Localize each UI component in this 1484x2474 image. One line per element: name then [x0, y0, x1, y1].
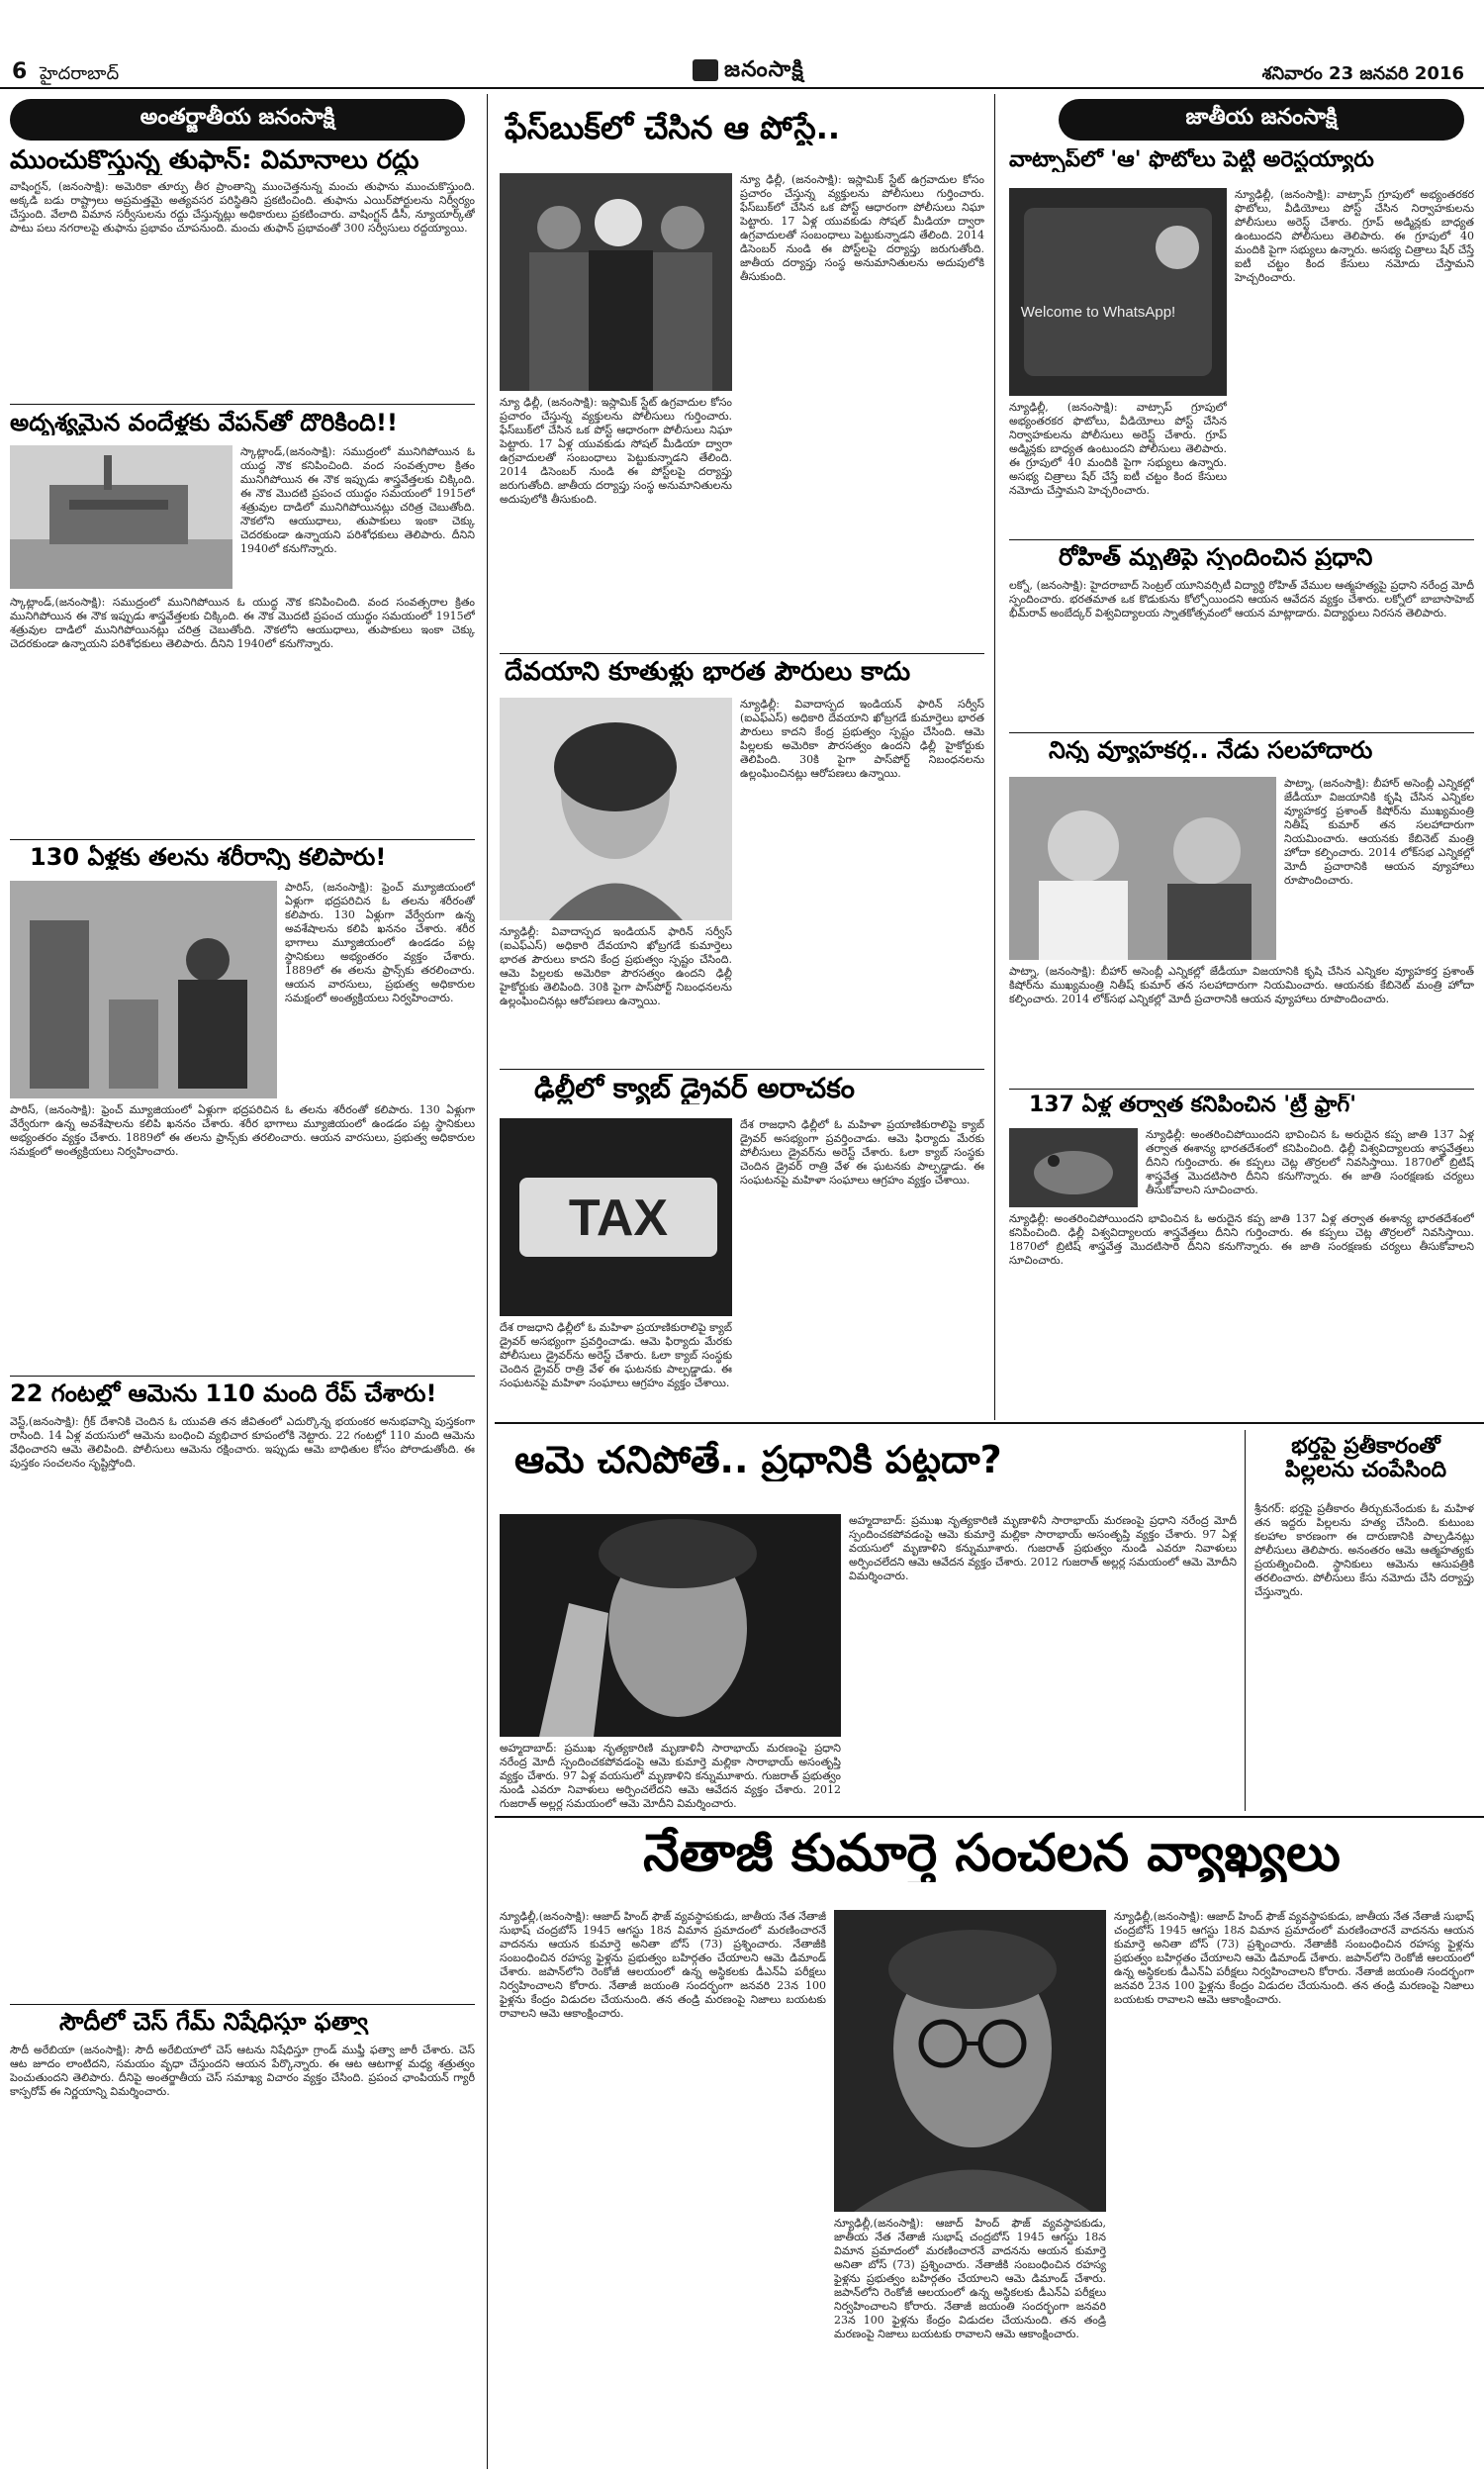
revenge-body: శ్రీనగర్: భర్తపై ప్రతీకారం తీర్చుకునేందుకు ఓ మహిళ తన ఇద్దరు పిల్లలను హత్య చేసింది. కుటుంబ కలహాల కారణంగా ఈ దారుణానికి పాల్పడినట్లు పోలీసులు తెలిపారు. అనంతరం ఆమె ఆత్మహత్యకు ప్రయత్నించింది. స్థానికులు ఆమెను ఆసుపత్రికి తరలించారు. పోలీసులు కేసు నమోదు చేసి దర్యాప్తు చేస్తున్నారు.: [1254, 1502, 1474, 1598]
skull-headline: 130 ఏళ్లకు తలను శరీరాన్ని కలిపారు!: [30, 844, 387, 871]
newspaper-logo: [693, 57, 804, 87]
taxi-sign-photo: [500, 1118, 732, 1316]
divider: [1009, 539, 1474, 540]
skull-body-a: పారిస్, (జనంసాక్షి): ఫ్రెంచ్ మ్యూజియంలో ఏళ్లుగా భద్రపరిచిన ఓ తలను శరీరంతో కలిపారు. 130 ఏళ్లుగా వేర్వేరుగా ఉన్న అవశేషాలను కలిపి ఖననం చేశారు. శరీర భాగాలు మ్యూజియంలో ఉండడం పట్ల స్థానికులు అభ్యంతరం వ్యక్తం చేశారు. 1889లో ఈ తలను ఫ్రాన్స్‌కు తరలించారు. ఆయన వారసులు, ప్రభుత్వ అధికారుల సమక్షంలో అంత్యక్రియలు నిర్వహించారు.: [285, 881, 475, 1004]
issue-date: శనివారం 23 జనవరి 2016: [1261, 63, 1464, 84]
rohith-body: లక్నో, (జనంసాక్షి): హైదరాబాద్ సెంట్రల్ యూనివర్సిటీ విద్యార్థి రోహిత్ వేముల ఆత్మహత్యపై ప్రధాని నరేంద్ర మోదీ స్పందించారు. భరతమాత ఒక కొడుకును కోల్పోయిందని ఆయన ఆవేదన వ్యక్తం చేశారు. లక్నోలో బాబాసాహెబ్ భీమ్‌రావ్ అంబేద్కర్ విశ్వవిద్యాలయ స్నాతకోత్సవంలో ఆయన మాట్లాడారు. విద్యార్థులు నిరసన తెలిపారు.: [1009, 579, 1474, 619]
netaji-body-a: న్యూఢిల్లీ,(జనంసాక్షి): ఆజాద్ హింద్ ఫౌజ్ వ్యవస్థాపకుడు, జాతీయ నేత నేతాజీ సుభాష్ చంద్రబోస్ 1945 ఆగస్టు 18న విమాన ప్రమాదంలో మరణించారనే వాదనను ఆయన కుమార్తె అనితా బోస్ (73) ప్రశ్నించారు. నేతాజీకి సంబంధించిన రహస్య ఫైళ్లను ప్రభుత్వం బహిర్గతం చేయాలని ఆమె డిమాండ్ చేశారు. జపాన్‌లోని రెంకోజీ ఆలయంలో ఉన్న అస్థికలకు డీఎన్ఏ పరీక్షలు నిర్వహించాలని కోరారు. నేతాజీ జయంతి సందర్భంగా జనవరి 23న 100 ఫైళ్లను కేంద్రం విడుదల చేయనుంది. తన తండ్రి మరణంపై నిజాలు బయటకు రావాలని ఆమె ఆకాంక్షించారు.: [500, 1910, 826, 2020]
nitish-body-a: పాట్నా, (జనంసాక్షి): బీహార్ అసెంబ్లీ ఎన్నికల్లో జేడీయూ విజయానికి కృషి చేసిన ఎన్నికల వ్యూహకర్త ప్రశాంత్ కిషోర్‌ను ముఖ్యమంత్రి నితీష్ కుమార్ తన సలహాదారుగా నియమించారు. ఆయనకు కేబినెట్ మంత్రి హోదా కల్పించారు. 2014 లోక్‌సభ ఎన్నికల్లో మోదీ ప్రచారానికి ఆయన వ్యూహాలు రూపొందించారు.: [1284, 777, 1474, 887]
section-international: అంతర్జాతీయ జనంసాక్షి: [10, 99, 465, 141]
militants-photo: [500, 173, 732, 391]
divider: [10, 2004, 475, 2005]
divider: [10, 839, 475, 840]
cab-headline: ఢిల్లీలో క్యాబ్ డ్రైవర్ అరాచకం: [534, 1074, 856, 1104]
rohith-headline: రోహిత్ మృతిపై స్పందించిన ప్రధాని: [1059, 544, 1373, 571]
devyani-headline: దేవయాని కూతుళ్లు భారత పౌరులు కాదు: [505, 658, 911, 687]
netaji-photo: [834, 1910, 1106, 2212]
divider: [1009, 1089, 1474, 1090]
nitish-headline: నిన్న వ్యూహకర్త.. నేడు సలహాదారు: [1049, 737, 1373, 764]
storm-body: వాషింగ్టన్, (జనంసాక్షి): అమెరికా తూర్పు తీర ప్రాంతాన్ని ముంచెత్తనున్న మంచు తుఫాను ముంచుకొస్తుంది. అక్కడి బడు రాష్ట్రాలు అప్రమత్తమై అత్యవసర పరిస్థితిని ప్రకటించింది. తుఫాను ఎయిర్‌పోర్టులను నిర్వీర్యం చేస్తుంది. వేలాది విమాన సర్వీసులను రద్దు చేస్తున్నట్లు అధికారులు ప్రకటించారు. వాషింగ్టన్ డీసీ, న్యూయార్క్‌తో పాటు పలు నగరాలపై తుఫాను ప్రభావం చూపనుంది. మంచు తుఫాన్ ప్రభావంతో 300 సర్వీసులు రద్దయ్యాయి.: [10, 180, 475, 235]
taxi-sign-text: TAX: [568, 1189, 669, 1247]
column-divider: [994, 94, 995, 1420]
chess-headline: సౌదీలో చెస్ గేమ్ నిషేధిస్తూ ఫత్వా: [59, 2009, 369, 2036]
cab-body-a: దేశ రాజధాని ఢిల్లీలో ఓ మహిళా ప్రయాణికురాలిపై క్యాబ్ డ్రైవర్ అసభ్యంగా ప్రవర్తించాడు. ఆమె ఫిర్యాదు మేరకు పోలీసులు డ్రైవర్‌ను అరెస్ట్ చేశారు. ఓలా క్యాబ్ సంస్థకు చెందిన డ్రైవర్ రాత్రి వేళ ఈ ఘటనకు పాల్పడ్డాడు. ఈ సంఘటనపై మహిళా సంఘాలు ఆగ్రహం వ్యక్తం చేశాయి.: [740, 1118, 984, 1187]
facebook-body-b: న్యూ ఢిల్లీ, (జనంసాక్షి): ఇస్లామిక్ స్టేట్ ఉగ్రవాదుల కోసం ప్రచారం చేస్తున్న వ్యక్తులను పోలీసులు గుర్తించారు. ఫేస్‌బుక్‌లో చేసిన ఒక పోస్ట్ ఆధారంగా పోలీసులు నిఘా పెట్టారు. 17 ఏళ్ల యువకుడు సోషల్ మీడియా ద్వారా ఉగ్రవాదులతో సంబంధాలు పెట్టుకున్నాడని తేలింది. 2014 డిసెంబర్ నుండి ఈ పోస్ట్‌లపై దర్యాప్తు జరుగుతోంది. జాతీయ దర్యాప్తు సంస్థ అనుమానితులను అదుపులోకి తీసుకుంది.: [500, 396, 732, 506]
section-national: జాతీయ జనంసాక్షి: [1059, 99, 1464, 141]
frog-body-b: న్యూఢిల్లీ: అంతరించిపోయిందని భావించిన ఓ అరుదైన కప్ప జాతి 137 ఏళ్ల తర్వాత ఈశాన్య భారతదేశంలో కనిపించింది. ఢిల్లీ విశ్వవిద్యాలయ శాస్త్రవేత్తలు దీనిని గుర్తించారు. ఈ కప్పలు చెట్ల తొర్రలలో నివసిస్తాయి. 1870లో బ్రిటిష్ శాస్త్రవేత్త మొదటిసారి దీనిని కనుగొన్నారు. ఈ జాతి సంరక్షణకు చర్యలు తీసుకోవాలని సూచించారు.: [1009, 1212, 1474, 1267]
mrinalini-headline: ఆమె చనిపోతే.. ప్రధానికి పట్టదా?: [514, 1440, 1002, 1481]
devyani-body-a: న్యూఢిల్లీ: వివాదాస్పద ఇండియన్ ఫారిన్ సర్వీస్ (ఐఎఫ్ఎస్) అధికారి దేవయాని ఖోబ్రగడే కుమార్తెలు భారత పౌరులు కాదని కేంద్ర ప్రభుత్వం స్పష్టం చేసింది. ఆమె పిల్లలకు అమెరికా పౌరసత్వం ఉందని ఢిల్లీ హైకోర్టుకు తెలిపింది. 30కి పైగా పాస్‌పోర్ట్ నిబంధనలను ఉల్లంఘించినట్లు ఆరోపణలు ఉన్నాయి.: [740, 698, 984, 780]
cannon-headline: అదృశ్యమైన వందేళ్లకు వేపన్‌తో దొరికింది!!: [10, 410, 398, 436]
whatsapp-headline: వాట్సాప్‌లో 'ఆ' ఫొటోలు పెట్టి అరెస్టయ్యారు: [1009, 148, 1374, 172]
tree-frog-photo: [1009, 1128, 1138, 1207]
column-divider: [487, 94, 488, 2469]
facebook-headline: ఫేస్‌బుక్‌లో చేసిన ఆ పోస్టే..: [505, 111, 841, 146]
frog-body-a: న్యూఢిల్లీ: అంతరించిపోయిందని భావించిన ఓ అరుదైన కప్ప జాతి 137 ఏళ్ల తర్వాత ఈశాన్య భారతదేశంలో కనిపించింది. ఢిల్లీ విశ్వవిద్యాలయ శాస్త్రవేత్తలు దీనిని గుర్తించారు. ఈ కప్పలు చెట్ల తొర్రలలో నివసిస్తాయి. 1870లో బ్రిటిష్ శాస్త్రవేత్త మొదటిసారి దీనిని కనుగొన్నారు. ఈ జాతి సంరక్షణకు చర్యలు తీసుకోవాలని సూచించారు.: [1146, 1128, 1474, 1196]
divider: [500, 1069, 984, 1070]
nitish-body-b: పాట్నా, (జనంసాక్షి): బీహార్ అసెంబ్లీ ఎన్నికల్లో జేడీయూ విజయానికి కృషి చేసిన ఎన్నికల వ్యూహకర్త ప్రశాంత్ కిషోర్‌ను ముఖ్యమంత్రి నితీష్ కుమార్ తన సలహాదారుగా నియమించారు. ఆయనకు కేబినెట్ మంత్రి హోదా కల్పించారు. 2014 లోక్‌సభ ఎన్నికల్లో మోదీ ప్రచారానికి ఆయన వ్యూహాలు రూపొందించారు.: [1009, 965, 1474, 1005]
crime-headline: 22 గంటల్లో ఆమెను 110 మంది రేప్ చేశారు!: [10, 1380, 437, 1407]
logo-icon: [693, 59, 718, 81]
whatsapp-screen-text: Welcome to WhatsApp!: [1020, 304, 1176, 321]
cab-body-b: దేశ రాజధాని ఢిల్లీలో ఓ మహిళా ప్రయాణికురాలిపై క్యాబ్ డ్రైవర్ అసభ్యంగా ప్రవర్తించాడు. ఆమె ఫిర్యాదు మేరకు పోలీసులు డ్రైవర్‌ను అరెస్ట్ చేశారు. ఓలా క్యాబ్ సంస్థకు చెందిన డ్రైవర్ రాత్రి వేళ ఈ ఘటనకు పాల్పడ్డాడు. ఈ సంఘటనపై మహిళా సంఘాలు ఆగ్రహం వ్యక్తం చేశాయి.: [500, 1321, 732, 1389]
frog-headline: 137 ఏళ్ల తర్వాత కనిపించిన 'ట్రీ ఫ్రాగ్': [1029, 1094, 1356, 1117]
nitish-prashant-photo: [1009, 777, 1276, 960]
whatsapp-phone-photo: [1009, 188, 1227, 396]
skull-body-b: పారిస్, (జనంసాక్షి): ఫ్రెంచ్ మ్యూజియంలో ఏళ్లుగా భద్రపరిచిన ఓ తలను శరీరంతో కలిపారు. 130 ఏళ్లుగా వేర్వేరుగా ఉన్న అవశేషాలను కలిపి ఖననం చేశారు. శరీర భాగాలు మ్యూజియంలో ఉండడం పట్ల స్థానికులు అభ్యంతరం వ్యక్తం చేశారు. 1889లో ఈ తలను ఫ్రాన్స్‌కు తరలించారు. ఆయన వారసులు, ప్రభుత్వ అధికారుల సమక్షంలో అంత్యక్రియలు నిర్వహించారు.: [10, 1103, 475, 1158]
masthead: [0, 0, 1484, 89]
dancer-photo: [500, 1514, 841, 1737]
divider: [10, 1376, 475, 1377]
devyani-portrait-photo: [500, 698, 732, 920]
divider: [495, 1816, 1484, 1818]
netaji-body-c: న్యూఢిల్లీ,(జనంసాక్షి): ఆజాద్ హింద్ ఫౌజ్ వ్యవస్థాపకుడు, జాతీయ నేత నేతాజీ సుభాష్ చంద్రబోస్ 1945 ఆగస్టు 18న విమాన ప్రమాదంలో మరణించారనే వాదనను ఆయన కుమార్తె అనితా బోస్ (73) ప్రశ్నించారు. నేతాజీకి సంబంధించిన రహస్య ఫైళ్లను ప్రభుత్వం బహిర్గతం చేయాలని ఆమె డిమాండ్ చేశారు. జపాన్‌లోని రెంకోజీ ఆలయంలో ఉన్న అస్థికలకు డీఎన్ఏ పరీక్షలు నిర్వహించాలని కోరారు. నేతాజీ జయంతి సందర్భంగా జనవరి 23న 100 ఫైళ్లను కేంద్రం విడుదల చేయనుంది. తన తండ్రి మరణంపై నిజాలు బయటకు రావాలని ఆమె ఆకాంక్షించారు.: [1114, 1910, 1474, 2006]
netaji-body-b: న్యూఢిల్లీ,(జనంసాక్షి): ఆజాద్ హింద్ ఫౌజ్ వ్యవస్థాపకుడు, జాతీయ నేత నేతాజీ సుభాష్ చంద్రబోస్ 1945 ఆగస్టు 18న విమాన ప్రమాదంలో మరణించారనే వాదనను ఆయన కుమార్తె అనితా బోస్ (73) ప్రశ్నించారు. నేతాజీకి సంబంధించిన రహస్య ఫైళ్లను ప్రభుత్వం బహిర్గతం చేయాలని ఆమె డిమాండ్ చేశారు. జపాన్‌లోని రెంకోజీ ఆలయంలో ఉన్న అస్థికలకు డీఎన్ఏ పరీక్షలు నిర్వహించాలని కోరారు. నేతాజీ జయంతి సందర్భంగా జనవరి 23న 100 ఫైళ్లను కేంద్రం విడుదల చేయనుంది. తన తండ్రి మరణంపై నిజాలు బయటకు రావాలని ఆమె ఆకాంక్షించారు.: [834, 2217, 1106, 2340]
edition-city: హైదరాబాద్: [40, 63, 120, 84]
column-divider: [1245, 1430, 1246, 1811]
whatsapp-body-a: న్యూఢిల్లీ, (జనంసాక్షి): వాట్సాప్ గ్రూపులో అభ్యంతరకర ఫొటోలు, వీడియోలు పోస్ట్ చేసిన నిర్వాహకులను పోలీసులు అరెస్ట్ చేశారు. గ్రూప్ అడ్మిన్లకు బాధ్యత ఉంటుందని పోలీసులు తెలిపారు. ఈ గ్రూపులో 40 మందికి పైగా సభ్యులు ఉన్నారు. అసభ్య చిత్రాలు షేర్ చేస్తే ఐటీ చట్టం కింద కేసులు నమోదు చేస్తామని హెచ్చరించారు.: [1235, 188, 1474, 284]
netaji-headline: నేతాజీ కుమార్తె సంచలన వ్యాఖ్యలు: [643, 1826, 1341, 1883]
shipwreck-photo: [10, 445, 232, 589]
divider: [500, 653, 984, 654]
divider: [1009, 732, 1474, 733]
logo-text: జనంసాక్షి: [724, 57, 804, 82]
page-number: 6: [12, 59, 28, 84]
storm-headline: ముంచుకొస్తున్న తుఫాన్: విమానాలు రద్దు: [10, 146, 419, 175]
mrinalini-body-a: అహ్మదాబాద్: ప్రముఖ నృత్యకారిణి మృణాళినీ సారాభాయ్ మరణంపై ప్రధాని నరేంద్ర మోదీ స్పందించకపోవడంపై ఆమె కుమార్తె మల్లికా సారాభాయ్ అసంతృప్తి వ్యక్తం చేశారు. 97 ఏళ్ల వయసులో మృణాళిని కన్నుమూశారు. గుజరాత్ ప్రభుత్వం నుండి ఎవరూ నివాళులు అర్పించలేదని ఆమె ఆవేదన వ్యక్తం చేశారు. 2012 గుజరాత్ అల్లర్ల సమయంలో ఆమె మోదీని విమర్శించారు.: [849, 1514, 1237, 1582]
divider: [495, 1422, 1484, 1424]
crime-body: వెస్ట్,(జనంసాక్షి): గ్రీక్ దేశానికి చెందిన ఓ యువతి తన జీవితంలో ఎదుర్కొన్న భయంకర అనుభవాన్ని పుస్తకంగా రాసింది. 14 ఏళ్ల వయసులో ఆమెను బంధించి వ్యభిచార కూపంలోకి నెట్టారు. 22 గంటల్లో 110 మంది ఆమెను వేధించారని ఆమె తెలిపింది. పోలీసులు ఆమెను రక్షించారు. ఇప్పుడు ఆమె బాధితుల కోసం పోరాడుతోంది. ఈ పుస్తకం సంచలనం సృష్టిస్తోంది.: [10, 1415, 475, 1470]
museum-ceremony-photo: [10, 881, 277, 1098]
whatsapp-body-b: న్యూఢిల్లీ, (జనంసాక్షి): వాట్సాప్ గ్రూపులో అభ్యంతరకర ఫొటోలు, వీడియోలు పోస్ట్ చేసిన నిర్వాహకులను పోలీసులు అరెస్ట్ చేశారు. గ్రూప్ అడ్మిన్లకు బాధ్యత ఉంటుందని పోలీసులు తెలిపారు. ఈ గ్రూపులో 40 మందికి పైగా సభ్యులు ఉన్నారు. అసభ్య చిత్రాలు షేర్ చేస్తే ఐటీ చట్టం కింద కేసులు నమోదు చేస్తామని హెచ్చరించారు.: [1009, 401, 1227, 497]
mrinalini-body-b: అహ్మదాబాద్: ప్రముఖ నృత్యకారిణి మృణాళినీ సారాభాయ్ మరణంపై ప్రధాని నరేంద్ర మోదీ స్పందించకపోవడంపై ఆమె కుమార్తె మల్లికా సారాభాయ్ అసంతృప్తి వ్యక్తం చేశారు. 97 ఏళ్ల వయసులో మృణాళిని కన్నుమూశారు. గుజరాత్ ప్రభుత్వం నుండి ఎవరూ నివాళులు అర్పించలేదని ఆమె ఆవేదన వ్యక్తం చేశారు. 2012 గుజరాత్ అల్లర్ల సమయంలో ఆమె మోదీని విమర్శించారు.: [500, 1742, 841, 1810]
cannon-body-b: స్కాట్లాండ్,(జనంసాక్షి): సముద్రంలో మునిగిపోయిన ఓ యుద్ధ నౌక కనిపించింది. వంద సంవత్సరాల క్రితం మునిగిపోయిన ఈ నౌక ఇప్పుడు శాస్త్రవేత్తలకు చిక్కింది. ఈ నౌక మొదటి ప్రపంచ యుద్ధం సమయంలో 1915లో శత్రువుల దాడిలో మునిగిపోయినట్లు చరిత్ర చెబుతోంది. నౌకలోని ఆయుధాలు, తుపాకులు ఇంకా చెక్కు చెదరకుండా ఉన్నాయని పరిశోధకులు తెలిపారు. దీనిని 1940లో కనుగొన్నారు.: [10, 596, 475, 650]
cannon-body-a: స్కాట్లాండ్,(జనంసాక్షి): సముద్రంలో మునిగిపోయిన ఓ యుద్ధ నౌక కనిపించింది. వంద సంవత్సరాల క్రితం మునిగిపోయిన ఈ నౌక ఇప్పుడు శాస్త్రవేత్తలకు చిక్కింది. ఈ నౌక మొదటి ప్రపంచ యుద్ధం సమయంలో 1915లో శత్రువుల దాడిలో మునిగిపోయినట్లు చరిత్ర చెబుతోంది. నౌకలోని ఆయుధాలు, తుపాకులు ఇంకా చెక్కు చెదరకుండా ఉన్నాయని పరిశోధకులు తెలిపారు. దీనిని 1940లో కనుగొన్నారు.: [240, 445, 475, 555]
facebook-body-a: న్యూ ఢిల్లీ, (జనంసాక్షి): ఇస్లామిక్ స్టేట్ ఉగ్రవాదుల కోసం ప్రచారం చేస్తున్న వ్యక్తులను పోలీసులు గుర్తించారు. ఫేస్‌బుక్‌లో చేసిన ఒక పోస్ట్ ఆధారంగా పోలీసులు నిఘా పెట్టారు. 17 ఏళ్ల యువకుడు సోషల్ మీడియా ద్వారా ఉగ్రవాదులతో సంబంధాలు పెట్టుకున్నాడని తేలింది. 2014 డిసెంబర్ నుండి ఈ పోస్ట్‌లపై దర్యాప్తు జరుగుతోంది. జాతీయ దర్యాప్తు సంస్థ అనుమానితులను అదుపులోకి తీసుకుంది.: [740, 173, 984, 283]
revenge-headline: భర్తపై ప్రతీకారంతో పిల్లలను చంపేసింది: [1284, 1435, 1447, 1483]
divider: [10, 404, 475, 405]
devyani-body-b: న్యూఢిల్లీ: వివాదాస్పద ఇండియన్ ఫారిన్ సర్వీస్ (ఐఎఫ్ఎస్) అధికారి దేవయాని ఖోబ్రగడే కుమార్తెలు భారత పౌరులు కాదని కేంద్ర ప్రభుత్వం స్పష్టం చేసింది. ఆమె పిల్లలకు అమెరికా పౌరసత్వం ఉందని ఢిల్లీ హైకోర్టుకు తెలిపింది. 30కి పైగా పాస్‌పోర్ట్ నిబంధనలను ఉల్లంఘించినట్లు ఆరోపణలు ఉన్నాయి.: [500, 925, 732, 1007]
chess-body: సౌదీ అరేబియా (జనంసాక్షి): సౌదీ అరేబియాలో చెస్ ఆటను నిషేధిస్తూ గ్రాండ్ ముఫ్తీ ఫత్వా జారీ చేశారు. చెస్ ఆట జూదం లాంటిదని, సమయం వృధా చేస్తుందని ఆయన పేర్కొన్నారు. ఈ ఆట ఆటగాళ్ల మధ్య శత్రుత్వం పెంచుతుందని తెలిపారు. దీనిపై అంతర్జాతీయ చెస్ సమాఖ్య విచారం వ్యక్తం చేసింది. ప్రపంచ ఛాంపియన్ గ్యారీ కాస్పరోవ్ ఈ నిర్ణయాన్ని విమర్శించారు.: [10, 2044, 475, 2098]
